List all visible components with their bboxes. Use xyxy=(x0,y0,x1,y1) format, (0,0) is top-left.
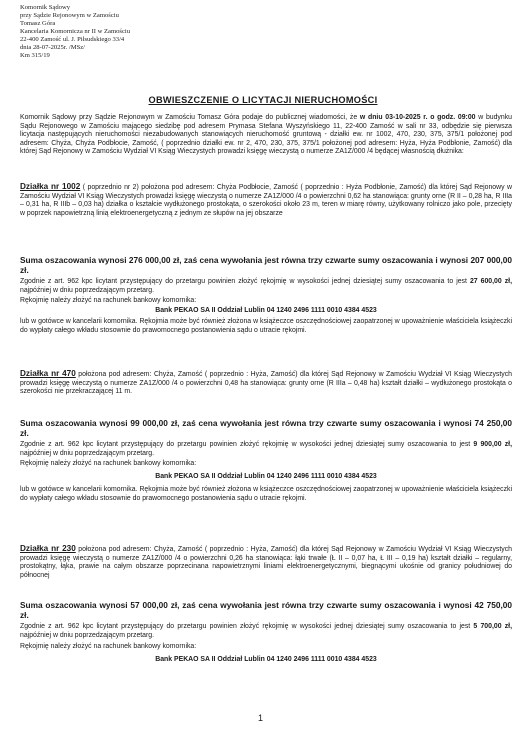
cash-note: lub w gotówce w kancelarii komornika. Rękojmia może być również złożona w książeczce oszczędnościowej zaopatrzonej w upoważnienie właściciela książeczki do wypłaty całego wkładu stosownie do prawomocnego postanowienia sądu o utracie rękojmi. xyxy=(20,486,512,502)
valuation-text: Suma oszacowania wynosi 57 000,00 zł, zaś cena wywołania jest równa trzy czwarte sumy oszacowania i wynosi 42 750,00 zł. xyxy=(20,600,512,620)
deposit-paragraph xyxy=(20,278,512,295)
sender-line: przy Sądzie Rejonowym w Zamościu xyxy=(20,12,119,19)
parcel-name: Działka nr 470 xyxy=(20,369,76,378)
deposit-text: najpóźniej w dniu poprzedzającym przetarg. xyxy=(20,631,155,639)
deposit-paragraph xyxy=(20,441,512,458)
deposit-text: Zgodnie z art. 962 kpc licytant przystępujący do przetargu powinien złożyć rękojmię w wysokości jednej dziesiątej sumy oszacowania to jest xyxy=(20,441,474,448)
sender-line: Komornik Sądowy xyxy=(20,4,71,11)
deposit-text: najpóźniej w dniu poprzedzającym przetarg. xyxy=(20,286,155,294)
sender-line: 22-400 Zamość ul. J. Piłsudskiego 33/4 xyxy=(20,36,125,43)
sender-header xyxy=(20,4,220,60)
cash-note: lub w gotówce w kancelarii komornika. Rękojmia może być również złożona w książeczce oszczędnościowej zaopatrzonej w upoważnienie właściciela książeczki do wypłaty całego wkładu stosownie do prawomocnego postanowienia sądu o utracie rękojmi. xyxy=(20,318,512,334)
valuation-text: Suma oszacowania wynosi 99 000,00 zł, zaś cena wywołania jest równa trzy czwarte sumy oszacowania i wynosi 74 250,00 zł. xyxy=(20,418,512,438)
deposit-text: najpóźniej w dniu poprzedzającym przetarg. xyxy=(20,449,155,457)
parcel-name: Działka nr 1002 xyxy=(20,182,81,191)
intro-text: Komornik Sądowy przy Sądzie Rejonowym w Zamościu Tomasz Góra podaje do publicznej wiadomości, że xyxy=(20,114,360,121)
bank-account: Bank PEKAO SA II Oddział Lublin 04 1240 2496 1111 0010 4384 4523 xyxy=(155,656,377,663)
intro-paragraph xyxy=(20,114,512,157)
page-number: 1 xyxy=(258,713,264,723)
parcel-text: położona pod adresem: Chyża, Zamość ( poprzednio : Hyża, Zamość) dla której Sąd Rejonowy w Zamościu Wydział VI Ksiąg Wieczystych prowadzi księgę wieczystą o numerze ZA1Z/000 /4 o powierzchni 0,26 ha stanowiąca: łąki trwałe (Ł II – 0,07 ha, Ł III – 0,19 ha) kształt działki – regularny, prostokątny, łąka, prawie na całym obszarze poprzecinana napowietrznymi liniami elektroenergetycznymi, biegnącymi ukośnie od granicy południowej do północnej xyxy=(20,546,512,579)
sender-line: dnia 28-07-2025r. /MSz/ xyxy=(20,44,86,51)
account-label: Rękojmię należy złożyć na rachunek bankowy komornika: xyxy=(20,297,197,304)
deposit-amount: 9 900,00 zł, xyxy=(473,441,512,448)
account-label: Rękojmię należy złożyć na rachunek bankowy komornika: xyxy=(20,643,197,650)
deposit-amount: 5 700,00 zł, xyxy=(473,623,512,630)
deposit-paragraph xyxy=(20,623,512,640)
account-label: Rękojmię należy złożyć na rachunek bankowy komornika: xyxy=(20,460,197,467)
parcel-name: Działka nr 230 xyxy=(20,544,76,553)
parcel-text: położona pod adresem: Chyża, Zamość ( poprzednio : Hyża, Zamość) dla której Sąd Rejonowy w Zamościu Wydział VI Ksiąg Wieczystych prowadzi księgę wieczystą o numerze ZA1Z/000 /4 o powierzchni 0,48 ha stanowiąca: grunty orne (R IIIa – 0,48 ha) kształt działki – wydłużonego prostokąta o szerokości nie przekraczającej 11 m. xyxy=(20,371,512,395)
sender-line: Kancelaria Komornicza nr II w Zamościu xyxy=(20,28,131,35)
auction-date: w dniu 03-10-2025 r. o godz. 09:00 xyxy=(359,114,476,121)
deposit-amount: 27 600,00 zł, xyxy=(469,278,512,285)
parcel-description xyxy=(20,183,512,218)
parcel-description xyxy=(20,370,512,397)
deposit-text: Zgodnie z art. 962 kpc licytant przystępujący do przetargu powinien złożyć rękojmię w wysokości jednej dziesiątej sumy oszacowania to jest xyxy=(20,623,474,630)
sender-line: Km 315/19 xyxy=(20,52,50,59)
bank-account: Bank PEKAO SA II Oddział Lublin 04 1240 2496 1111 0010 4384 4523 xyxy=(155,307,377,314)
parcel-text: ( poprzednio nr 2) położona pod adresem: Chyża Podbłocie, Zamość ( poprzednio : Hyża Podbłonie, Zamość) dla której Sąd Rejonowy w Zamościu Wydział VI Ksiąg Wieczystych prowadzi księgę wieczystą o numerze ZA1Z/000 /4 o powierzchni 0,62 ha stanowiąca: grunty orne (R II – 0,28 ha, R IIIa – 0,31 ha, R IIIb – 0,03 ha) działka o kształcie wydłużonego prostokąta, o szerokości około 23 m, teren w miarę równy, użytkowany rolniczo jako pole, przecięty w poprzek napowietrzną linią elektroenergetyczną z jednym ze słupów na jej obszarze xyxy=(20,184,512,217)
sender-line: Tomasz Góra xyxy=(20,20,56,27)
document-title: OBWIESZCZENIE O LICYTACJI NIERUCHOMOŚCI xyxy=(148,95,378,105)
bank-account: Bank PEKAO SA II Oddział Lublin 04 1240 2496 1111 0010 4384 4523 xyxy=(155,473,377,480)
valuation-text: Suma oszacowania wynosi 276 000,00 zł, zaś cena wywołania jest równa trzy czwarte sumy oszacowania i wynosi 207 000,00 zł. xyxy=(20,255,512,275)
parcel-description xyxy=(20,545,512,580)
intro-text: w budynku Sądu Rejonowego w Zamościu mającego siedzibę pod adresem Prymasa Stefana Wyszyńskiego 11, 22-400 Zamość w sali nr 33, odbędzie się pierwsza licytacja następujących nieruchomości niezabudowanych stanowiących nieruchomość gruntową - działki ew. nr 1002, 470, 230, 375, 375/1 położonej pod adresem: Chyża, Chyża Podbłocie, Zamość, ( poprzednio działki ew. nr 2, 470, 230, 375, 375/1 położonej pod adresem: Hyża, Hyża Podbłonie, Zamość) dla której Sąd Rejonowy w Zamościu Wydział VI Ksiąg Wieczystych prowadzi księgę wieczystą o numerze ZA1Z/000 /4 będącej własnością dłużnika: xyxy=(20,114,512,155)
deposit-text: Zgodnie z art. 962 kpc licytant przystępujący do przetargu powinien złożyć rękojmię w wysokości jednej dziesiątej sumy oszacowania to jest xyxy=(20,278,470,285)
